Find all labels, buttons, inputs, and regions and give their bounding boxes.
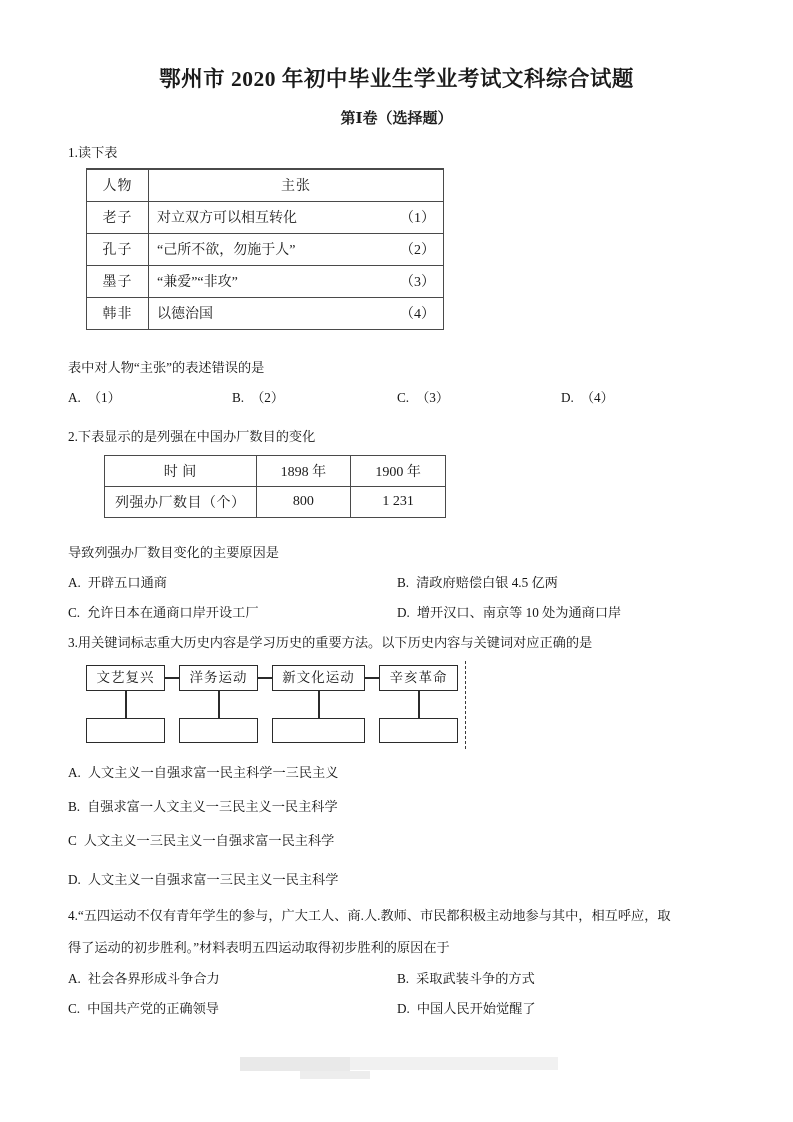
option-label: C — [68, 833, 77, 848]
table-row — [87, 265, 444, 297]
q1-option-d[interactable] — [561, 389, 614, 407]
person-cell: 墨子 — [87, 265, 149, 297]
q4-option-c[interactable] — [68, 1000, 219, 1018]
q2-option-a[interactable] — [68, 574, 167, 592]
q1-stem: 1.读下表 — [68, 145, 118, 160]
diagram-dashed-divider — [465, 661, 466, 749]
option-text: （1） — [87, 390, 121, 405]
connector-v-4 — [418, 691, 420, 718]
q3-option-b[interactable] — [68, 798, 338, 816]
option-label: B. — [397, 575, 410, 590]
option-label: A. — [68, 765, 81, 780]
table-header-row — [105, 456, 446, 487]
q2-option-b[interactable] — [397, 574, 558, 592]
option-text: （3） — [416, 390, 450, 405]
connector-v-3 — [318, 691, 320, 718]
q4-option-d[interactable] — [397, 1000, 536, 1018]
q2-option-c[interactable] — [68, 604, 259, 622]
diagram-box-new-culture: 新文化运动 — [272, 665, 365, 691]
q4-option-b[interactable] — [397, 970, 535, 988]
option-text: 开辟五口通商 — [87, 575, 167, 590]
option-text: 清政府赔偿白银 4.5 亿两 — [416, 575, 558, 590]
person-cell: 韩非 — [87, 297, 149, 329]
option-label: C. — [397, 390, 410, 405]
table-row — [87, 297, 444, 329]
claim-text: “己所不欲，勿施于人” — [157, 243, 296, 258]
option-label: C. — [68, 605, 81, 620]
q2-table — [104, 455, 446, 518]
diagram-box-xinhai: 辛亥革命 — [379, 665, 458, 691]
claim-marker: （2） — [400, 243, 435, 258]
factory-count-1898: 800 — [256, 487, 351, 518]
factory-count-1900: 1 231 — [351, 487, 446, 518]
page-title: 鄂州市 2020 年初中毕业生学业考试文科综合试题 — [159, 67, 634, 91]
connector-v-1 — [125, 691, 127, 718]
option-label: B. — [397, 971, 410, 986]
option-text: 自强求富一人文主义一三民主义一民主科学 — [87, 799, 338, 814]
table-header-row — [87, 169, 444, 201]
table-row — [87, 201, 444, 233]
option-text: 人文主义一三民主义一自强求富一民主科学 — [83, 833, 335, 848]
diagram-answer-box-3[interactable] — [272, 718, 365, 743]
q3-option-c[interactable] — [68, 832, 334, 850]
connector-v-2 — [218, 691, 220, 718]
diagram-box-renaissance: 文艺复兴 — [86, 665, 165, 691]
claim-marker: （4） — [400, 307, 435, 322]
option-text: （4） — [580, 390, 614, 405]
q4-stem-line-2: 得了运动的初步胜利。”材料表明五四运动取得初步胜利的原因在于 — [68, 940, 450, 955]
option-text: 增开汉口、南京等 10 处为通商口岸 — [416, 605, 622, 620]
claim-marker: （3） — [400, 275, 435, 290]
q1-option-a[interactable] — [68, 389, 121, 407]
claim-cell — [149, 201, 444, 233]
q1-option-c[interactable] — [397, 389, 449, 407]
redaction-bar-3 — [300, 1071, 370, 1079]
claim-cell — [149, 233, 444, 265]
table-header-person: 人物 — [87, 169, 149, 201]
q2-question: 导致列强办厂数目变化的主要原因是 — [68, 545, 279, 560]
factory-count-label: 列强办厂数目（个） — [105, 487, 257, 518]
table-row — [87, 233, 444, 265]
person-cell: 孔子 — [87, 233, 149, 265]
q3-option-d[interactable] — [68, 871, 338, 889]
table-row — [105, 487, 446, 518]
option-label: D. — [397, 605, 410, 620]
diagram-box-self-strengthening: 洋务运动 — [179, 665, 258, 691]
page-subtitle: 第Ⅰ卷（选择题） — [340, 111, 453, 127]
q4-option-a[interactable] — [68, 970, 220, 988]
option-text: 社会各界形成斗争合力 — [87, 971, 220, 986]
claim-text: 以德治国 — [157, 307, 213, 322]
option-label: D. — [68, 872, 81, 887]
q3-option-a[interactable] — [68, 764, 338, 782]
option-label: A. — [68, 971, 81, 986]
redaction-bar-1 — [240, 1057, 350, 1071]
claim-text: 对立双方可以相互转化 — [157, 211, 297, 226]
q3-keyword-diagram — [86, 665, 476, 747]
claim-cell — [149, 297, 444, 329]
q1-option-b[interactable] — [232, 389, 284, 407]
year-1900-header: 1900 年 — [351, 456, 446, 487]
claim-marker: （1） — [400, 211, 435, 226]
option-label: B. — [68, 799, 81, 814]
connector-h-1 — [165, 677, 179, 679]
option-text: 中国人民开始觉醒了 — [416, 1001, 536, 1016]
claim-text: “兼爱”“非攻” — [157, 275, 238, 290]
option-text: 允许日本在通商口岸开设工厂 — [87, 605, 259, 620]
redaction-bar-2 — [350, 1057, 558, 1070]
person-cell: 老子 — [87, 201, 149, 233]
option-text: 中国共产党的正确领导 — [87, 1001, 219, 1016]
q2-option-d[interactable] — [397, 604, 621, 622]
q1-table — [86, 168, 444, 330]
option-text: 人文主义一自强求富一三民主义一民主科学 — [87, 872, 339, 887]
option-text: （2） — [251, 390, 285, 405]
time-header: 时 间 — [105, 456, 257, 487]
option-text: 人文主义一自强求富一民主科学一三民主义 — [87, 765, 339, 780]
diagram-answer-box-4[interactable] — [379, 718, 458, 743]
option-label: C. — [68, 1001, 81, 1016]
q2-stem: 2.下表显示的是列强在中国办厂数目的变化 — [68, 429, 316, 444]
option-label: D. — [561, 390, 574, 405]
diagram-answer-box-2[interactable] — [179, 718, 258, 743]
option-label: A. — [68, 390, 81, 405]
connector-h-2 — [258, 677, 272, 679]
option-label: D. — [397, 1001, 410, 1016]
connector-h-3 — [365, 677, 379, 679]
claim-cell — [149, 265, 444, 297]
option-text: 采取武装斗争的方式 — [416, 971, 535, 986]
option-label: B. — [232, 390, 245, 405]
table-header-claim: 主张 — [149, 169, 444, 201]
diagram-answer-box-1[interactable] — [86, 718, 165, 743]
year-1898-header: 1898 年 — [256, 456, 351, 487]
q4-stem-line-1: 4.“五四运动不仅有青年学生的参与，广大工人、商.人.教师、市民都积极主动地参与其中，相互呼应，取 — [68, 908, 671, 923]
q3-stem: 3.用关键词标志重大历史内容是学习历史的重要方法。以下历史内容与关键词对应正确的是 — [68, 635, 593, 650]
q1-question: 表中对人物“主张”的表述错误的是 — [68, 360, 265, 375]
option-label: A. — [68, 575, 81, 590]
